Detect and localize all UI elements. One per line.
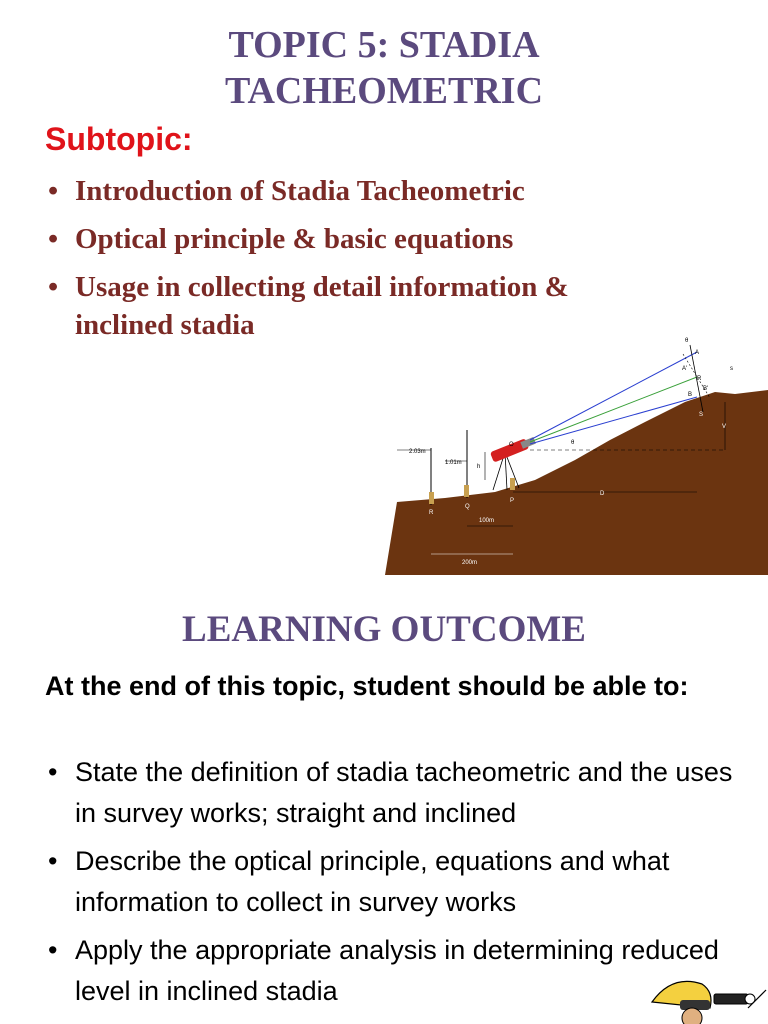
label-s: s [730,366,733,372]
label-100m: 100m [479,518,495,524]
bullet-marker: • [48,271,59,303]
label-A-prime: A' [682,366,688,372]
slide-title-line-1: TOPIC 5: STADIA [228,24,540,66]
label-2.03m: 2.03m [409,449,426,455]
label-V: V [722,424,727,430]
list-item [48,841,738,923]
label-200m: 200m [462,560,478,566]
label-theta-2: θ [571,440,575,446]
slide-title-line-2: TACHEOMETRIC [224,70,544,112]
label-A: A [695,350,700,356]
bullet-marker: • [48,223,59,255]
label-R: R [429,510,434,516]
label-Q: Q [465,504,470,510]
tacheometer [490,435,537,462]
label-S: S [699,412,704,418]
label-D: D [600,491,605,497]
label-B: B [688,392,693,398]
label-h: h [477,464,481,470]
slide-title [0,22,768,114]
outcome-intro: At the end of this topic, student should be able to: [45,671,689,701]
outcome-text: Describe the optical principle, equations and what information to collect in survey works [75,846,670,917]
subtopic-heading: Subtopic: [45,121,193,157]
label-O: O [509,442,514,448]
list-item [48,172,668,210]
label-P: P [510,498,515,504]
list-item [48,220,668,258]
label-B-prime: B' [703,386,709,392]
staff-Q-base [464,485,469,497]
staff-P-base [510,478,515,490]
outcome-text: State the definition of stadia tacheometric and the uses in survey works; straight and inclined [75,757,733,828]
bullet-marker: • [48,935,58,965]
label-theta: θ [685,338,689,344]
bullet-marker: • [48,175,59,207]
subtopic-text: Usage in collecting detail information & inclined stadia [75,271,569,341]
learning-outcome-title: LEARNING OUTCOME [182,609,586,650]
subtopic-list [48,172,668,354]
surveyor-cartoon [632,972,768,1024]
label-R-staff: R [697,376,702,382]
bullet-marker: • [48,757,58,787]
list-item [48,752,738,834]
label-1.01m: 1.01m [445,460,462,466]
subtopic-text: Introduction of Stadia Tacheometric [75,175,525,207]
stadia-diagram [385,330,768,575]
staff-R-base [429,492,434,504]
outcome-text: Apply the appropriate analysis in determining reduced level in inclined stadia [75,935,719,1006]
bullet-marker: • [48,846,58,876]
subtopic-text: Optical principle & basic equations [75,223,514,255]
ground-slope [385,390,768,575]
